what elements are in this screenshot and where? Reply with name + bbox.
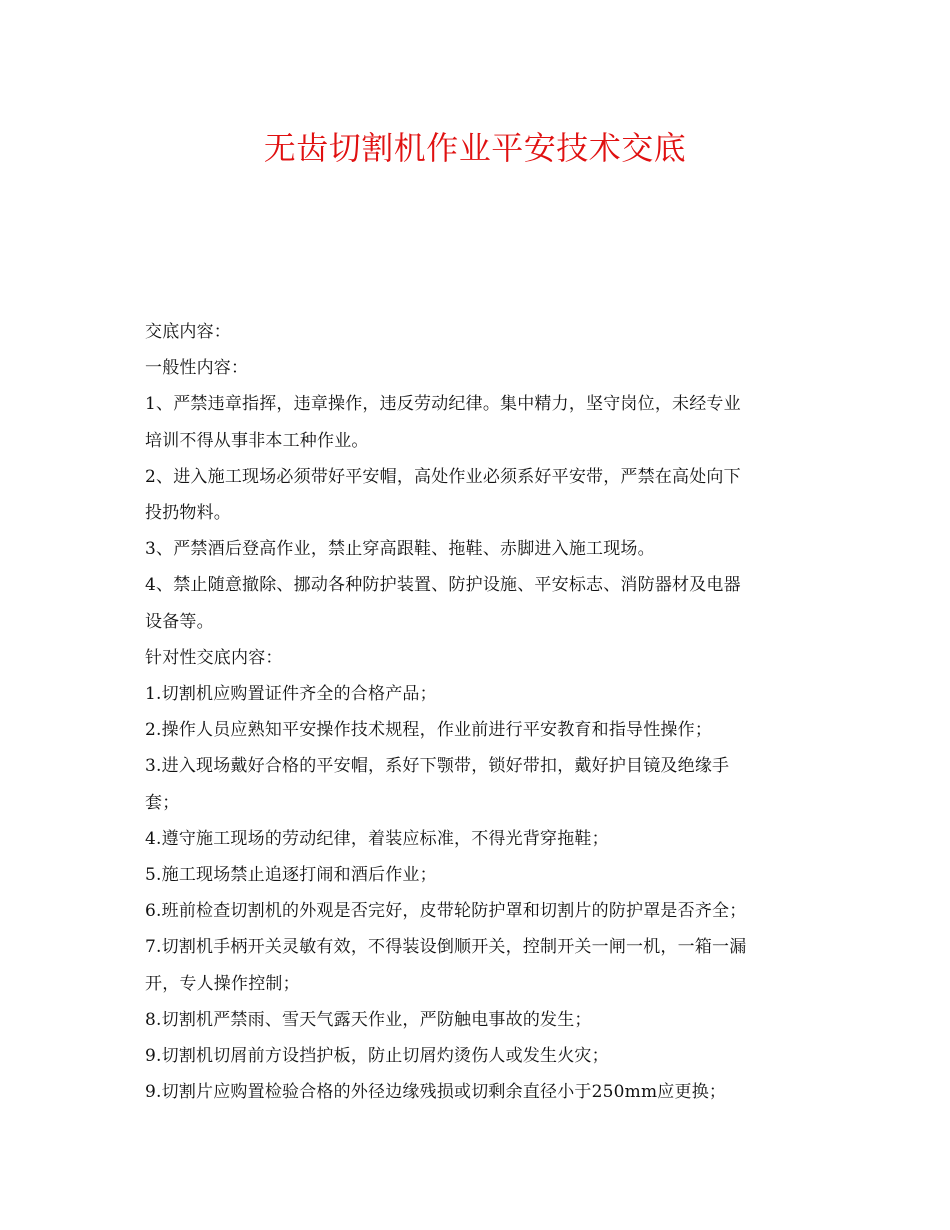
body-line: 2、进入施工现场必须带好平安帽，高处作业必须系好平安带，严禁在高处向下 — [145, 466, 741, 487]
body-line: 套； — [145, 792, 180, 813]
body-line: 交底内容： — [145, 322, 231, 342]
document-title: 无齿切割机作业平安技术交底 — [263, 129, 687, 167]
body-line: 7.切割机手柄开关灵敏有效，不得装设倒顺开关，控制开关一闸一机，一箱一漏 — [145, 937, 747, 958]
document-body — [145, 314, 810, 1110]
body-line: 1.切割机应购置证件齐全的合格产品； — [145, 684, 437, 705]
body-line: 1、严禁违章指挥，违章操作，违反劳动纪律。集中精力，坚守岗位，未经专业 — [145, 394, 741, 415]
body-line: 3、严禁酒后登高作业，禁止穿高跟鞋、拖鞋、赤脚进入施工现场。 — [145, 539, 655, 560]
body-line: 投扔物料。 — [145, 503, 231, 524]
body-line: 一般性内容： — [145, 358, 249, 379]
body-line: 8.切割机严禁雨、雪天气露天作业，严防触电事故的发生； — [145, 1009, 592, 1030]
body-line: 设备等。 — [145, 611, 214, 632]
body-line: 3.进入现场戴好合格的平安帽，系好下颚带，锁好带扣，戴好护目镜及绝缘手 — [145, 756, 730, 777]
body-line: 开，专人操作控制； — [145, 973, 300, 994]
body-line: 针对性交底内容： — [145, 647, 283, 668]
body-line: 培训不得从事非本工种作业。 — [145, 430, 369, 451]
body-line: 4、禁止随意撤除、挪动各种防护装置、防护设施、平安标志、消防器材及电器 — [145, 575, 741, 596]
body-line: 6.班前检查切割机的外观是否完好，皮带轮防护罩和切割片的防护罩是否齐全； — [145, 901, 747, 922]
body-line: 5.施工现场禁止追逐打闹和酒后作业； — [145, 865, 437, 886]
body-line: 4.遵守施工现场的劳动纪律，着装应标准，不得光背穿拖鞋； — [145, 828, 609, 849]
body-line: 9.切割机切屑前方设挡护板，防止切屑灼烫伤人或发生火灾； — [145, 1046, 609, 1067]
body-line: 9.切割片应购置检验合格的外径边缘残损或切剩余直径小于250mm应更换； — [145, 1082, 727, 1103]
body-line: 2.操作人员应熟知平安操作技术规程，作业前进行平安教育和指导性操作； — [145, 720, 713, 741]
